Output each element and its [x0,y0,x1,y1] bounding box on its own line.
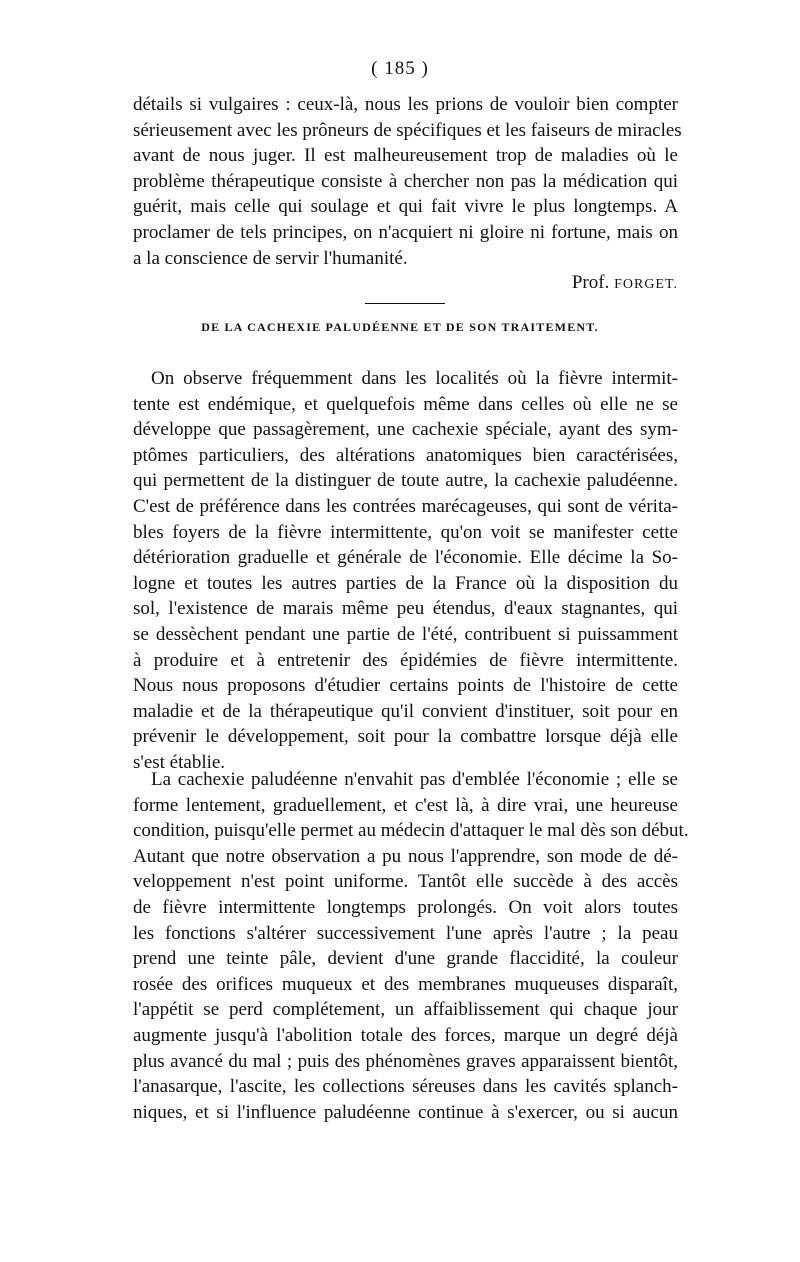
text-line: C'est de préférence dans les contrées marécageuses, qui sont de vérita- [133,495,678,517]
text-line: augmente jusqu'à l'abolition totale des forces, marque un degré déjà [133,1024,678,1046]
body-paragraph-2 [133,767,689,1125]
text-line: de fièvre intermittente longtemps prolongés. On voit alors toutes [133,896,678,918]
text-line: ptômes particuliers, des altérations anatomiques bien caractérisées, [133,444,678,466]
signature-name: FORGET. [614,277,678,292]
text-line: rosée des orifices muqueux et des membranes muqueuses disparaît, [133,973,678,995]
text-line: avant de nous juger. Il est malheureusement trop de maladies où le [133,145,678,167]
text-line: l'anasarque, l'ascite, les collections séreuses dans les cavités splanch- [133,1076,678,1098]
text-line: La cachexie paludéenne n'envahit pas d'emblée l'économie ; elle se [151,769,678,790]
page-number: ( 185 ) [371,58,429,79]
text-line: qui permettent de la distinguer de toute autre, la cachexie paludéenne. [133,470,678,492]
text-line: détails si vulgaires : ceux-là, nous les prions de vouloir bien compter [133,94,678,115]
body-paragraph-1 [133,366,678,776]
signature-prefix: Prof. [571,272,615,293]
text-line: s'est établie. [133,751,226,773]
text-line: condition, puisqu'elle permet au médecin d'attaquer le mal dès son début. [133,820,689,842]
text-line: développe que passagèrement, une cachexie spéciale, ayant des sym- [133,419,678,441]
author-signature [572,270,678,297]
text-line: problème thérapeutique consiste à chercher non pas la médication qui [133,170,678,192]
text-line: Nous nous proposons d'étudier certains points de l'histoire de cette [133,675,678,697]
text-line: a la conscience de servir l'humanité. [133,247,408,269]
section-title: DE LA CACHEXIE PALUDÉENNE ET DE SON TRAITEMENT. [201,320,599,334]
text-line: proclamer de tels principes, on n'acquiert ni gloire ni fortune, mais on [133,221,678,243]
text-line: guérit, mais celle qui soulage et qui fait vivre le plus longtemps. A [133,196,678,218]
text-line: maladie et de la thérapeutique qu'il convient d'instituer, soit pour en [133,700,678,722]
text-line: prend une teinte pâle, devient d'une grande flaccidité, la couleur [133,948,678,970]
text-line: détérioration graduelle et générale de l'économie. Elle décime la So- [133,547,678,569]
text-line: se dessèchent pendant une partie de l'été, contribuent si puissamment [133,623,678,645]
section-divider [365,303,445,304]
text-line: les fonctions s'altérer successivement l'une après l'autre ; la peau [133,922,678,944]
text-line: l'appétit se perd complétement, un affaiblissement qui chaque jour [133,999,678,1021]
text-line: sérieusement avec les prôneurs de spécifiques et les faiseurs de miracles [133,119,682,141]
text-line: logne et toutes les autres parties de la France où la disposition du [133,572,678,594]
text-line: forme lentement, graduellement, et c'est là, à dire vrai, une heureuse [133,794,678,816]
text-line: veloppement n'est point uniforme. Tantôt elle succède à des accès [133,871,678,893]
text-line: bles foyers de la fièvre intermittente, qu'on voit se manifester cette [133,521,678,543]
text-line: Autant que notre observation a pu nous l'apprendre, son mode de dé- [133,845,678,867]
text-line: plus avancé du mal ; puis des phénomènes graves apparaissent bientôt, [133,1050,678,1072]
text-line: sol, l'existence de marais même peu étendus, d'eaux stagnantes, qui [133,598,678,620]
text-line: à produire et à entretenir des épidémies de fièvre intermittente. [133,649,678,671]
intro-paragraph [133,92,682,271]
text-line: tente est endémique, et quelquefois même dans celles où elle ne se [133,393,678,415]
text-line: prévenir le développement, soit pour la combattre lorsque déjà elle [133,726,678,748]
text-line: On observe fréquemment dans les localités où la fièvre intermit- [151,368,678,389]
text-line: niques, et si l'influence paludéenne continue à s'exercer, ou si aucun [133,1101,678,1123]
